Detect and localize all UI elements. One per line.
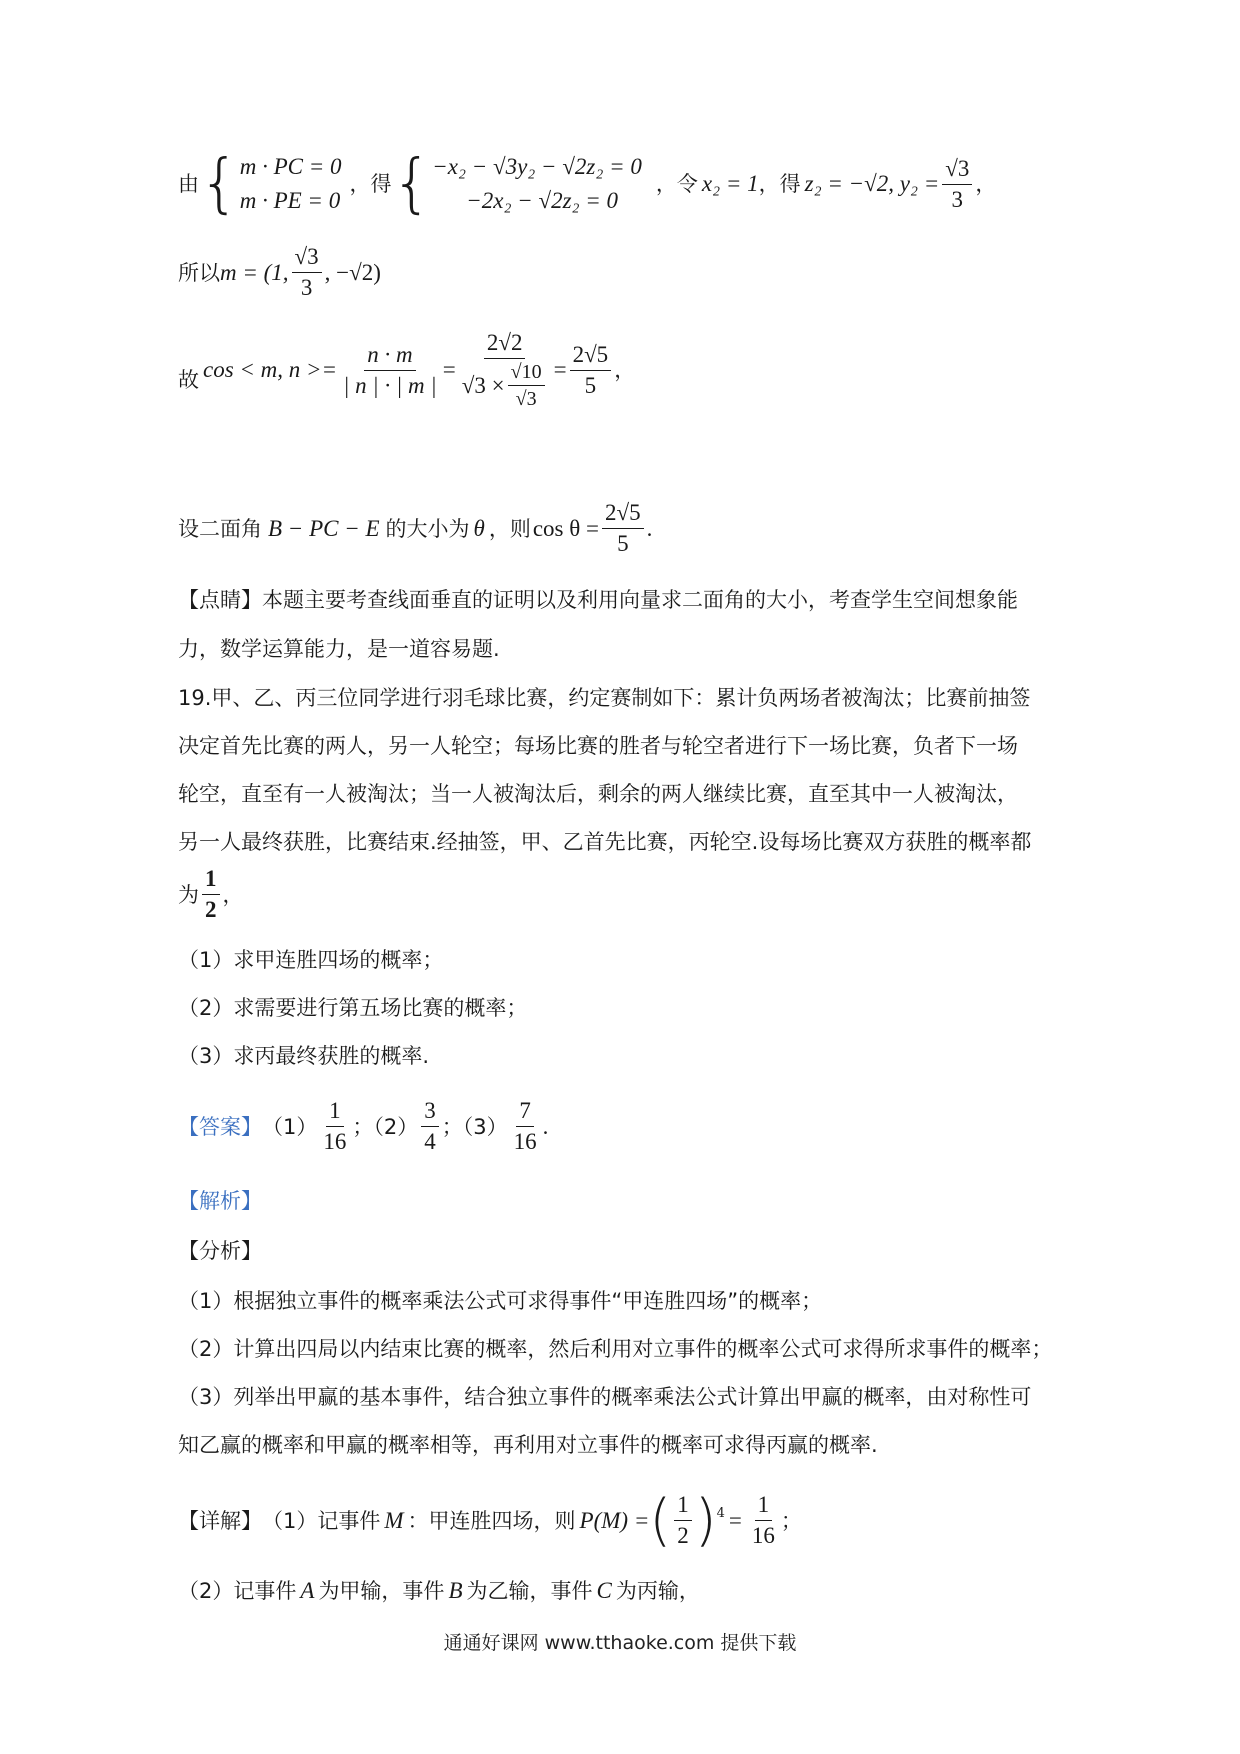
cos-theta: cos θ =	[532, 515, 599, 541]
dihedral-text-d: ，则	[488, 516, 531, 541]
text-comma: ，	[975, 172, 997, 196]
page-footer: 通通好课网 www.tthaoke.com 提供下载	[443, 1632, 797, 1654]
detail-line-2	[178, 1575, 700, 1607]
text-comma-2: ，	[614, 358, 636, 382]
system2-eq1: −x₂ − √3y₂ − √2z₂ = 0	[432, 154, 642, 179]
dihedral-text-a: 设二面角	[178, 516, 262, 541]
fraction-sqrt3-over-3: $\frac{√3}{3}$	[942, 156, 972, 213]
text-so: 所以	[178, 260, 220, 285]
xiangjie-tag: 【详解】	[178, 1508, 262, 1533]
equals-3: =	[728, 1507, 742, 1533]
cos-lhs: cos < m, n >=	[203, 357, 338, 382]
answer-part-2: ；（2）	[352, 1114, 419, 1139]
answer-1-fraction: $\frac{1}{16}$	[323, 1098, 347, 1154]
semicolon: ；	[780, 1508, 802, 1533]
vector-m-end: , −√2)	[324, 259, 381, 285]
vector-m-line	[178, 244, 381, 301]
jiexi-tag: 【解析】	[178, 1189, 262, 1213]
detail-1-b: ：甲连胜四场，则	[407, 1508, 576, 1533]
left-brace-1: {	[199, 147, 240, 221]
analysis-3: （3）列举出甲赢的基本事件，结合独立事件的概率乘法公式计算出甲赢的概率，由对称性可	[178, 1385, 1032, 1409]
text-get-2: ，得	[758, 172, 801, 196]
fraction-nm-over-norms: $\frac{n \cdot m}{| n | \cdot | m |}$	[343, 341, 437, 398]
system1-eq2: m · PE = 0	[239, 188, 341, 213]
dihedral-angle: B − PC − E	[268, 515, 380, 541]
dihedral-text-c: 的大小为	[385, 516, 470, 541]
period: .	[646, 515, 653, 541]
event-a: A	[300, 1578, 315, 1603]
q19-line-2: 决定首先比赛的两人，另一人轮空；每场比赛的胜者与轮空者进行下一场比赛，负者下一场	[178, 734, 1018, 758]
exponent: 4	[716, 1506, 725, 1521]
theta: θ	[473, 515, 485, 541]
fraction-2sqrt5-over-5: $\frac{2√5}{5}$	[570, 342, 612, 399]
text-get: ，得	[349, 172, 392, 196]
let-value: x₂ = 1	[701, 171, 759, 196]
detail-1-a: （1）记事件	[262, 1508, 381, 1533]
analysis-1: （1）根据独立事件的概率乘法公式可求得事件“甲连胜四场”的概率；	[178, 1289, 823, 1313]
detail-2-d: 为丙输，	[615, 1579, 700, 1603]
text-gu: 故	[178, 368, 199, 392]
q19-line-3: 轮空，直至有一人被淘汰；当一人被淘汰后，剩余的两人继续比赛，直至其中一人被淘汰，	[178, 782, 1018, 806]
equals-1: =	[442, 357, 456, 382]
answer-3-fraction: $\frac{7}{16}$	[513, 1098, 537, 1154]
answer-part-3: ；（3）	[441, 1114, 508, 1139]
result-fraction: $\frac{1}{16}$	[751, 1492, 775, 1548]
text-wei: 为	[178, 882, 199, 907]
text-comma-3: ，	[222, 882, 244, 907]
right-paren: )	[694, 1487, 717, 1553]
answer-2-fraction: $\frac{3}{4}$	[421, 1098, 439, 1155]
detail-2-a: （2）记事件	[178, 1579, 297, 1603]
subquestion-1: （1）求甲连胜四场的概率；	[178, 948, 444, 972]
fraction-sqrt10-over-sqrt3: $\frac{√10}{√3}$	[508, 361, 545, 410]
q19-line-5	[178, 866, 244, 923]
event-b: B	[448, 1578, 463, 1603]
answer-line	[178, 1098, 548, 1155]
vector-m-start: m = (1,	[220, 259, 289, 285]
answer-part-1: （1）	[262, 1114, 318, 1139]
answer-tag: 【答案】	[178, 1114, 262, 1139]
system1-eq1: m · PC = 0	[239, 154, 342, 179]
analysis-4: 知乙赢的概率和甲赢的概率相等，再利用对立事件的概率可求得丙赢的概率.	[178, 1433, 878, 1457]
system2-eq2: −2x₂ − √2z₂ = 0	[466, 188, 619, 213]
detail-line-1	[178, 1487, 802, 1553]
cosine-line	[178, 330, 635, 410]
dianjing-line-2: 力，数学运算能力，是一道容易题.	[178, 637, 500, 661]
fraction-2sqrt2: 2√2 √3 × $\frac{√10}{√3}$	[459, 330, 551, 410]
dihedral-line	[178, 500, 652, 557]
subquestion-2: （2）求需要进行第五场比赛的概率；	[178, 996, 528, 1020]
answer-period: .	[542, 1113, 549, 1139]
equation-system-line	[178, 147, 997, 221]
fraction-2sqrt5-over-5-b: $\frac{2√5}{5}$	[602, 500, 644, 557]
detail-2-b: 为甲输，事件	[318, 1579, 445, 1603]
q19-line-1: 19.甲、乙、丙三位同学进行羽毛球比赛，约定赛制如下：累计负两场者被淘汰；比赛前抽签	[178, 686, 1031, 710]
half-fraction-power: $\frac{1}{2}$	[674, 1492, 692, 1549]
system-2	[432, 150, 642, 218]
dianjing-line-1: 【点睛】本题主要考查线面垂直的证明以及利用向量求二面角的大小，考查学生空间想象能	[178, 588, 1018, 612]
left-paren: (	[649, 1487, 672, 1553]
left-brace-2: {	[391, 147, 433, 221]
analysis-2: （2）计算出四局以内结束比赛的概率，然后利用对立事件的概率公式可求得所求事件的概率；	[178, 1337, 1053, 1361]
detail-2-c: 为乙输，事件	[466, 1579, 593, 1603]
event-m: M	[384, 1507, 404, 1533]
q19-line-4: 另一人最终获胜，比赛结束.经抽签，甲、乙首先比赛，丙轮空.设每场比赛双方获胜的概率都	[178, 830, 1032, 854]
event-c: C	[596, 1578, 612, 1603]
equals-2: =	[553, 357, 567, 382]
system-1	[240, 150, 342, 218]
fenxi-tag: 【分析】	[178, 1239, 262, 1263]
result-expression: z₂ = −√2, y₂ =	[804, 171, 940, 196]
text-by: 由	[178, 172, 199, 196]
text-let: ，令	[655, 172, 698, 196]
fraction-sqrt3-over-3-b: $\frac{√3}{3}$	[292, 244, 322, 301]
fraction-one-half: $\frac{1}{2}$	[202, 866, 220, 923]
probability-pm: P(M) =	[579, 1507, 650, 1533]
subquestion-3: （3）求丙最终获胜的概率.	[178, 1044, 430, 1068]
